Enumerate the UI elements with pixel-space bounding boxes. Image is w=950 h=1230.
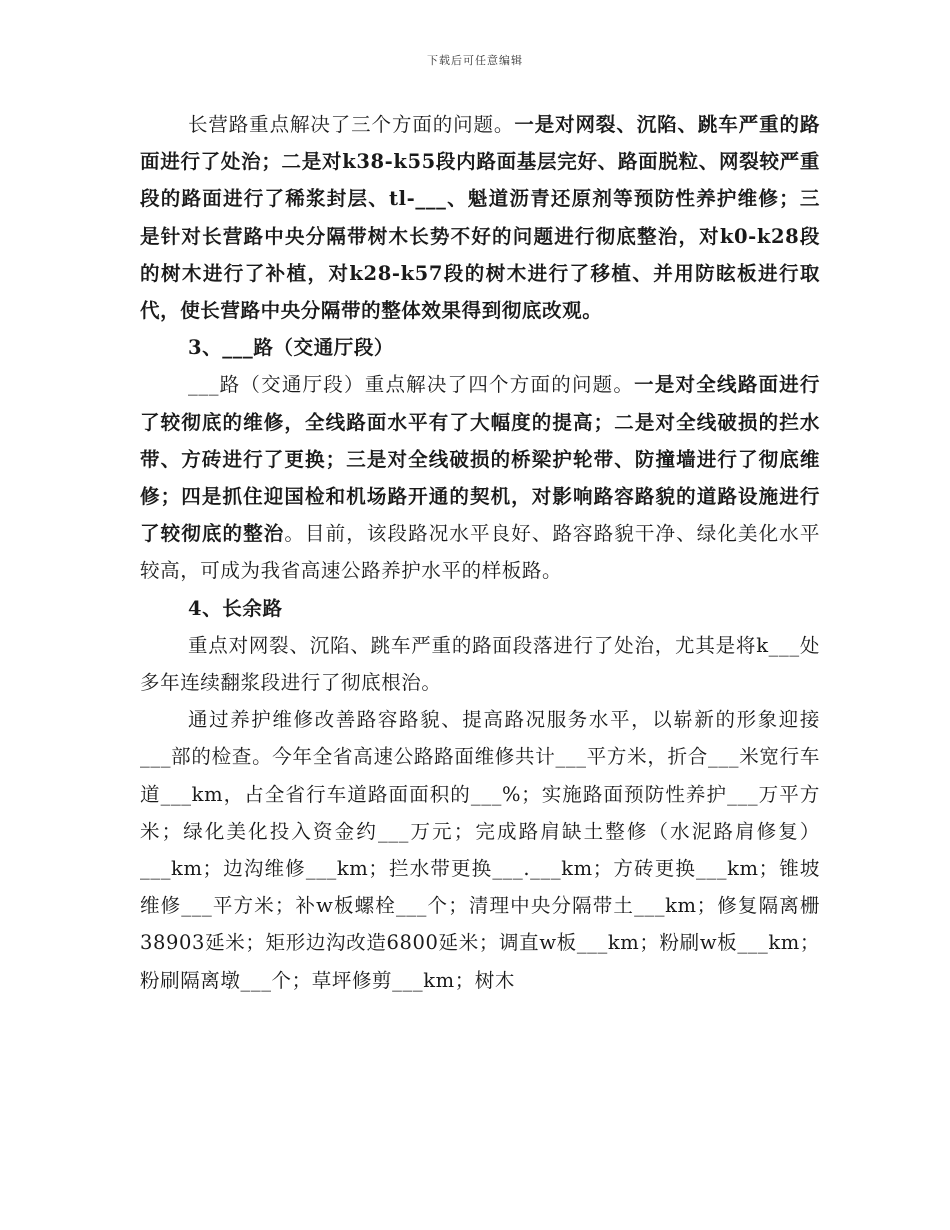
paragraph-bold-text: 一是对全线路面进行了较彻底的维修，全线路面水平有了大幅度的提高；二是对全线破损的拦水带、方砖进行了更换；三是对全线破损的桥梁护轮带、防撞墙进行了彻底维修；四是抓住迎国检和机场路开通的契机，对影响路容路貌的道路设施进行了较彻底的整治: [140, 373, 820, 546]
section-heading-4: 4、长余路: [188, 596, 283, 620]
paragraph-changyu-road: 重点对网裂、沉陷、跳车严重的路面段落进行了处治，尤其是将k___处多年连续翻浆段进行了彻底根治。: [140, 633, 820, 695]
document-body: [140, 106, 820, 999]
paragraph-bold-text: 一是对网裂、沉陷、跳车严重的路面进行了处治；二是对k38-k55段内路面基层完好、路面脱粒、网裂较严重段的路面进行了稀浆封层、tl-___、魁道沥青还原剂等预防性养护维修；三是针对长营路中央分隔带树木长势不好的问题进行彻底整治，对k0-k28段的树木进行了补植，对k28-k57段的树木进行了移植、并用防眩板进行取代，使长营路中央分隔带的整体效果得到彻底改观。: [140, 113, 820, 323]
paragraph-changying-road: [140, 106, 820, 329]
page-header: 下载后可任意编辑: [427, 54, 523, 67]
paragraph-intro-text: ___路（交通厅段）重点解决了四个方面的问题。: [188, 373, 635, 397]
paragraph-closing-text: 。目前，该段路况水平良好、路容路貌干净、绿化美化水平较高，可成为我省高速公路养护水平的样板路。: [140, 522, 820, 583]
paragraph-intro-text: 长营路重点解决了三个方面的问题。: [188, 113, 515, 136]
section-heading-3: 3、___路（交通厅段）: [188, 336, 395, 360]
paragraph-transport-section: [140, 366, 820, 589]
paragraph-summary-statistics: 通过养护维修改善路容路貌、提高路况服务水平，以崭新的形象迎接___部的检查。今年全省高速公路路面维修共计___平方米，折合___米宽行车道___km，占全省行车道路面面积的___%；实施路面预防性养护___万平方米；绿化美化投入资金约___万元；完成路肩缺土整修（水泥路肩修复）___km；边沟维修___km；拦水带更换___.___km；方砖更换___km；锥坡维修___平方米；补w板螺栓___个；清理中央分隔带土___km；修复隔离栅38903延米；矩形边沟改造6800延米；调直w板___km；粉刷w板___km；粉刷隔离墩___个；草坪修剪___km；树木: [140, 708, 820, 992]
